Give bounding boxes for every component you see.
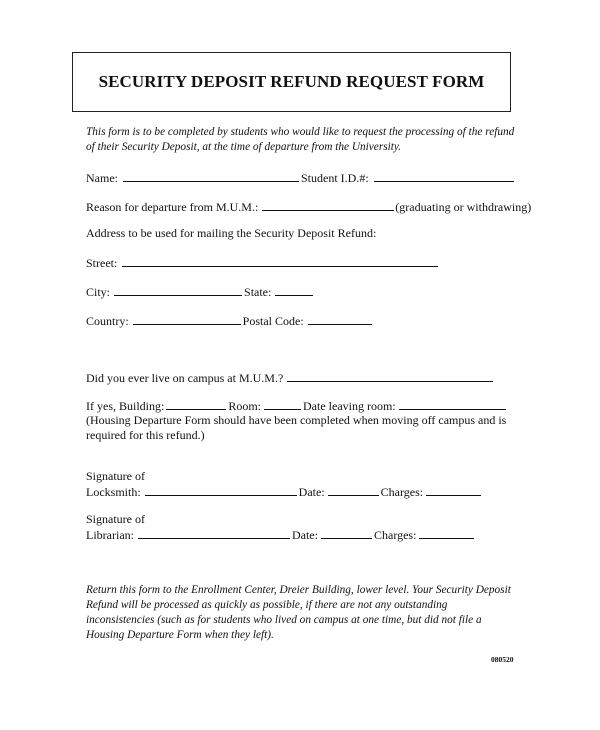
campus-field[interactable] bbox=[287, 370, 493, 382]
campus-label: Did you ever live on campus at M.U.M.? bbox=[86, 371, 284, 385]
city-row bbox=[86, 284, 315, 299]
name-label: Name: bbox=[86, 171, 118, 185]
city-field[interactable] bbox=[114, 284, 242, 296]
student-id-label: Student I.D.#: bbox=[301, 171, 369, 185]
reason-hint: (graduating or withdrawing) bbox=[395, 200, 532, 214]
student-id-field[interactable] bbox=[374, 170, 514, 182]
footer-line-3: inconsistencies (such as for students who lived on campus at one time, but did not file a bbox=[86, 614, 482, 626]
locksmith-date-field[interactable] bbox=[328, 484, 379, 496]
form-title: SECURITY DEPOSIT REFUND REQUEST FORM bbox=[98, 72, 485, 91]
title-box bbox=[72, 52, 511, 112]
street-row bbox=[86, 255, 440, 270]
locksmith-row bbox=[86, 484, 483, 499]
footer-line-2: Refund will be processed as quickly as possible, if there are not any outstanding bbox=[86, 599, 448, 611]
locksmith-date-label: Date: bbox=[298, 485, 325, 499]
librarian-charges-field[interactable] bbox=[419, 527, 474, 539]
reason-row bbox=[86, 199, 531, 214]
city-label: City: bbox=[86, 285, 111, 299]
housing-note-1: (Housing Departure Form should have been completed when moving off campus and is bbox=[86, 413, 507, 427]
date-leaving-field[interactable] bbox=[399, 398, 506, 410]
name-field[interactable] bbox=[123, 170, 299, 182]
state-field[interactable] bbox=[275, 284, 313, 296]
name-row bbox=[86, 170, 516, 185]
room-label: Room: bbox=[228, 399, 261, 413]
librarian-label: Librarian: bbox=[86, 528, 134, 542]
housing-note-2: required for this refund.) bbox=[86, 428, 205, 442]
reason-field[interactable] bbox=[262, 199, 394, 211]
postal-label: Postal Code: bbox=[242, 314, 304, 328]
country-row bbox=[86, 313, 374, 328]
campus-row bbox=[86, 370, 495, 385]
locksmith-sig-label: Signature of bbox=[86, 469, 145, 483]
form-code: 080520 bbox=[491, 655, 514, 664]
librarian-sig-label: Signature of bbox=[86, 512, 145, 526]
building-field[interactable] bbox=[166, 398, 226, 410]
locksmith-signature-field[interactable] bbox=[145, 484, 297, 496]
locksmith-label: Locksmith: bbox=[86, 485, 141, 499]
footer-line-4: Housing Departure Form when they left). bbox=[86, 629, 274, 641]
footer-line-1: Return this form to the Enrollment Center, Dreier Building, lower level. Your Security Deposit bbox=[86, 584, 511, 596]
reason-label: Reason for departure from M.U.M.: bbox=[86, 200, 259, 214]
address-label: Address to be used for mailing the Security Deposit Refund: bbox=[86, 226, 377, 240]
librarian-date-field[interactable] bbox=[321, 527, 372, 539]
locksmith-charges-label: Charges: bbox=[380, 485, 424, 499]
locksmith-charges-field[interactable] bbox=[426, 484, 481, 496]
street-field[interactable] bbox=[122, 255, 438, 267]
building-label: If yes, Building: bbox=[86, 399, 165, 413]
intro-line-1: This form is to be completed by students who would like to request the processing of the refund bbox=[86, 126, 515, 138]
librarian-signature-field[interactable] bbox=[138, 527, 290, 539]
street-label: Street: bbox=[86, 256, 118, 270]
state-label: State: bbox=[244, 285, 272, 299]
date-leaving-label: Date leaving room: bbox=[303, 399, 396, 413]
librarian-date-label: Date: bbox=[291, 528, 318, 542]
postal-code-field[interactable] bbox=[308, 313, 372, 325]
building-row bbox=[86, 398, 508, 413]
intro-line-2: of their Security Deposit, at the time of departure from the University. bbox=[86, 141, 402, 153]
librarian-row bbox=[86, 527, 476, 542]
country-label: Country: bbox=[86, 314, 129, 328]
librarian-charges-label: Charges: bbox=[373, 528, 417, 542]
room-field[interactable] bbox=[264, 398, 301, 410]
country-field[interactable] bbox=[133, 313, 241, 325]
